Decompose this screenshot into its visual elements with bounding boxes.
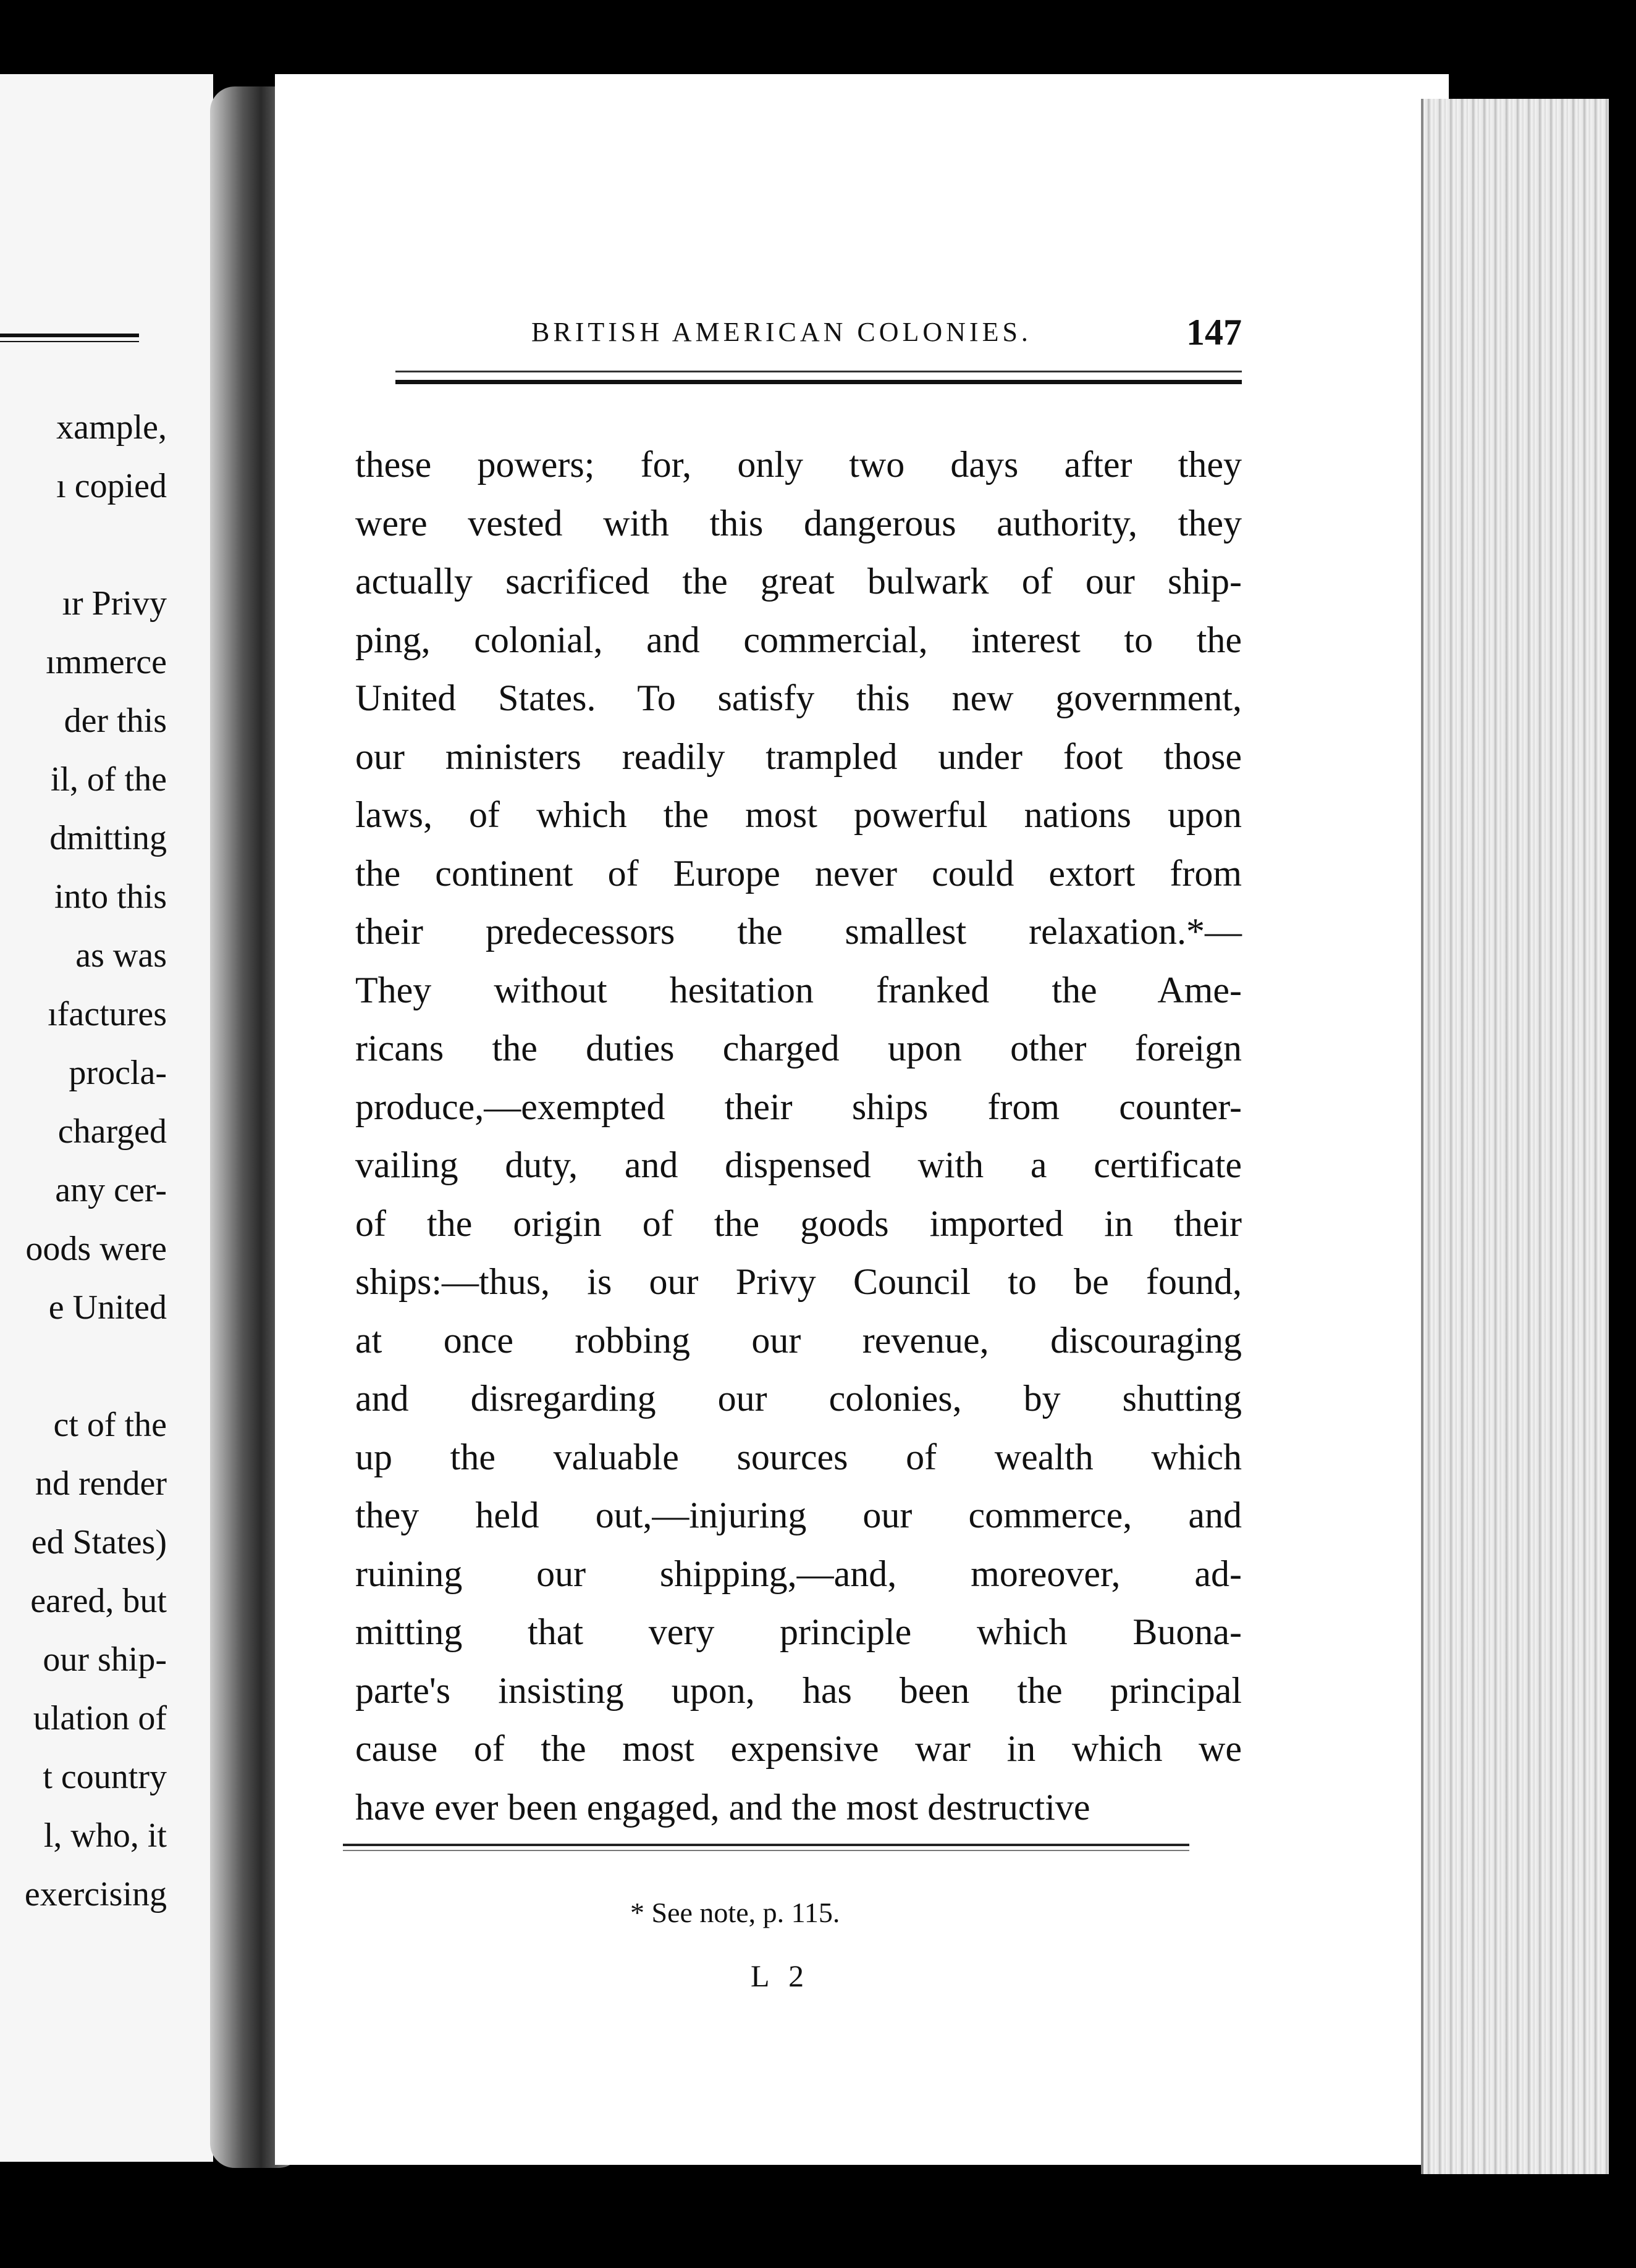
text-line: they held out,—injuring our commerce, and (355, 1495, 1242, 1535)
text-line: produce,—exempted their ships from counter- (355, 1086, 1242, 1127)
text-line: and disregarding our colonies, by shutting (355, 1378, 1242, 1419)
text-line: ricans the duties charged upon other foreign (355, 1028, 1242, 1069)
facing-line: ımmerce (46, 643, 167, 681)
text-line: at once robbing our revenue, discouraging (355, 1319, 1242, 1361)
facing-page-header-rule (0, 334, 139, 342)
signature-mark: L 2 (751, 1959, 811, 1993)
text-line: mitting that very principle which Buona- (355, 1611, 1242, 1652)
text-line: parte's insisting upon, has been the principal (355, 1670, 1242, 1711)
page-edges (1421, 99, 1609, 2174)
facing-line (0, 516, 167, 574)
facing-line: ır Privy (62, 584, 167, 623)
footnote-rule (343, 1844, 1189, 1851)
header-rule (395, 371, 1242, 384)
facing-line: ed States) (31, 1523, 167, 1561)
running-head: BRITISH AMERICAN COLONIES. (531, 317, 1032, 347)
facing-line: der this (64, 702, 167, 740)
facing-line: as was (75, 936, 167, 975)
facing-line: t country (43, 1758, 167, 1796)
facing-line: eared, but (30, 1582, 167, 1620)
facing-line: l, who, it (43, 1816, 167, 1855)
facing-line: procla- (69, 1054, 167, 1092)
text-line: actually sacrificed the great bulwark of our ship- (355, 561, 1242, 602)
text-line: ping, colonial, and commercial, interest to the (355, 619, 1242, 660)
text-line: cause of the most expensive war in which we (355, 1728, 1242, 1769)
text-line: United States. To satisfy this new government, (355, 678, 1242, 718)
facing-line: ct of the (53, 1406, 167, 1444)
facing-line: oods were (25, 1230, 167, 1268)
facing-line: into this (54, 878, 167, 916)
facing-line: exercising (24, 1875, 167, 1913)
footnote: * See note, p. 115. (630, 1897, 840, 1928)
text-line: have ever been engaged, and the most destructive (355, 1786, 1090, 1828)
text-line: ships:—thus, is our Privy Council to be found, (355, 1261, 1242, 1302)
facing-line: ı copied (56, 467, 167, 505)
text-line: these powers; for, only two days after they (355, 444, 1242, 485)
facing-line: ıfactures (48, 995, 167, 1033)
text-line: of the origin of the goods imported in their (355, 1203, 1242, 1244)
page-header (531, 312, 1242, 366)
text-line: our ministers readily trampled under foot those (355, 736, 1242, 777)
text-line: were vested with this dangerous authority, they (355, 502, 1242, 544)
facing-line: nd render (35, 1464, 167, 1503)
facing-line: our ship- (43, 1640, 167, 1679)
facing-line: charged (57, 1112, 167, 1151)
facing-line: dmitting (49, 819, 167, 857)
facing-line: e United (48, 1288, 167, 1327)
facing-page-text (0, 398, 167, 1924)
text-line: They without hesitation franked the Ame- (355, 969, 1242, 1010)
text-line: laws, of which the most powerful nations upon (355, 794, 1242, 835)
facing-line: il, of the (50, 760, 167, 799)
facing-line (0, 1337, 167, 1396)
text-line: the continent of Europe never could extort from (355, 852, 1242, 894)
text-line: vailing duty, and dispensed with a certificate (355, 1144, 1242, 1185)
page-number: 147 (1186, 312, 1242, 353)
text-line: ruining our shipping,—and, moreover, ad- (355, 1553, 1242, 1594)
facing-line: ulation of (33, 1699, 167, 1737)
facing-line: xample, (56, 408, 167, 447)
body-text (355, 435, 1242, 1836)
text-line: their predecessors the smallest relaxation.*— (355, 911, 1242, 952)
facing-line: any cer- (55, 1171, 167, 1209)
text-line: up the valuable sources of wealth which (355, 1436, 1242, 1477)
